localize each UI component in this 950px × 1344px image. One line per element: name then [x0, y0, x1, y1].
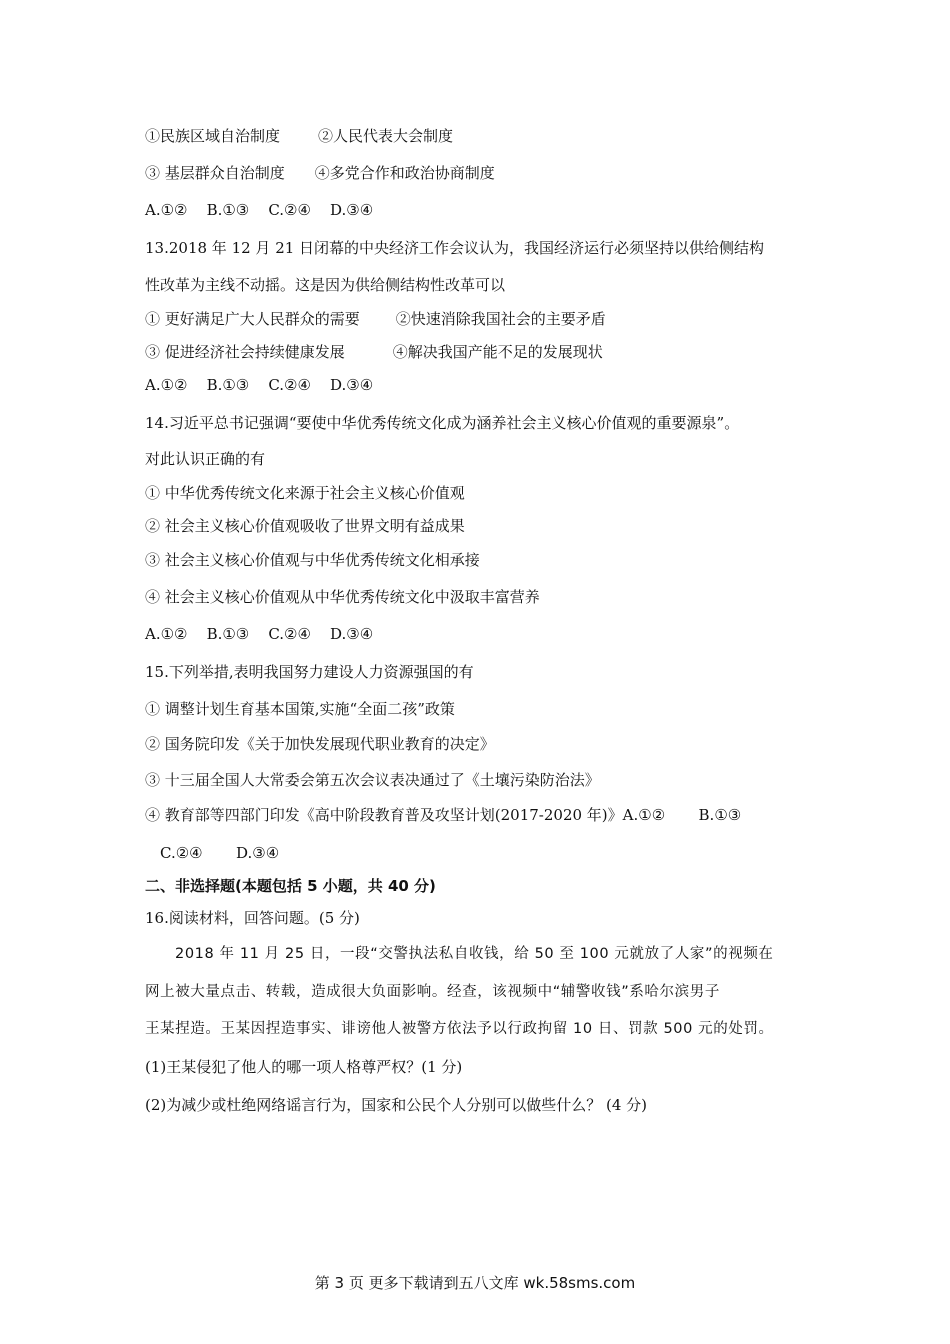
- q12-options-row2: [145, 163, 495, 183]
- q14-stem-line2: 对此认识正确的有: [145, 450, 266, 468]
- q13-options-row1: [145, 309, 606, 329]
- q16-material-line1: 2018 年 11 月 25 日，一段“交警执法私自收钱，给 50 至 100 元就放了人家”的视频在: [175, 946, 774, 962]
- q16-material-line3: 王某捏造。王某因捏造事实、诽谤他人被警方依法予以行政拘留 10 日、罚款 500 元的处罚。: [145, 1021, 774, 1037]
- q13-option-2: ②快速消除我国社会的主要矛盾: [395, 310, 606, 328]
- q14-stem-line1: 14.习近平总书记强调“要使中华优秀传统文化成为涵养社会主义核心价值观的重要源泉”。: [145, 414, 740, 432]
- q12-answers: A.①② B.①③ C.②④ D.③④: [145, 201, 374, 219]
- q15-option-2: ② 国务院印发《关于加快发展现代职业教育的决定》: [145, 735, 495, 753]
- q13-stem-line2: 性改革为主线不动摇。这是因为供给侧结构性改革可以: [145, 276, 506, 294]
- q15-answers-cont: C.②④ D.③④: [160, 844, 280, 862]
- q16-subquestion-1: (1)王某侵犯了他人的哪一项人格尊严权？(1 分): [145, 1058, 463, 1076]
- q16-stem: 16.阅读材料，回答问题。(5 分): [145, 909, 360, 927]
- q15-option-3: ③ 十三届全国人大常委会第五次会议表决通过了《土壤污染防治法》: [145, 771, 600, 789]
- q12-option-1: ①民族区域自治制度: [145, 127, 281, 145]
- q14-option-3: ③ 社会主义核心价值观与中华优秀传统文化相承接: [145, 551, 480, 569]
- q13-option-3: ③ 促进经济社会持续健康发展: [145, 343, 345, 361]
- page-footer: 第 3 页 更多下载请到五八文库 wk.58sms.com: [314, 1274, 636, 1292]
- q15-option-4: ④ 教育部等四部门印发《高中阶段教育普及攻坚计划(2017-2020 年)》A.①② B.①③: [145, 806, 742, 824]
- q15-stem: 15.下列举措,表明我国努力建设人力资源强国的有: [145, 663, 474, 681]
- q12-option-2: ②人民代表大会制度: [318, 127, 454, 145]
- q15-option-1: ① 调整计划生育基本国策,实施“全面二孩”政策: [145, 700, 455, 718]
- q13-option-4: ④解决我国产能不足的发展现状: [392, 343, 603, 361]
- q13-option-1: ① 更好满足广大人民群众的需要: [145, 310, 360, 328]
- q14-option-1: ① 中华优秀传统文化来源于社会主义核心价值观: [145, 484, 465, 502]
- q14-option-2: ② 社会主义核心价值观吸收了世界文明有益成果: [145, 517, 465, 535]
- q16-subquestion-2: (2)为减少或杜绝网络谣言行为，国家和公民个人分别可以做些什么？ (4 分): [145, 1096, 648, 1114]
- q16-material-line2: 网上被大量点击、转载，造成很大负面影响。经查，该视频中“辅警收钱”系哈尔滨男子: [145, 984, 720, 1000]
- q13-options-row2: [145, 342, 603, 362]
- q14-answers: A.①② B.①③ C.②④ D.③④: [145, 625, 374, 643]
- q12-option-3: ③ 基层群众自治制度: [145, 164, 285, 182]
- q13-stem-line1: 13.2018 年 12 月 21 日闭幕的中央经济工作会议认为，我国经济运行必须坚持以供给侧结构: [145, 239, 765, 257]
- q12-options-row1: [145, 126, 453, 146]
- q14-option-4: ④ 社会主义核心价值观从中华优秀传统文化中汲取丰富营养: [145, 588, 540, 606]
- q13-answers: A.①② B.①③ C.②④ D.③④: [145, 376, 374, 394]
- section2-title: 二、非选择题(本题包括 5 小题，共 40 分): [145, 877, 436, 895]
- q12-option-4: ④多党合作和政治协商制度: [314, 164, 495, 182]
